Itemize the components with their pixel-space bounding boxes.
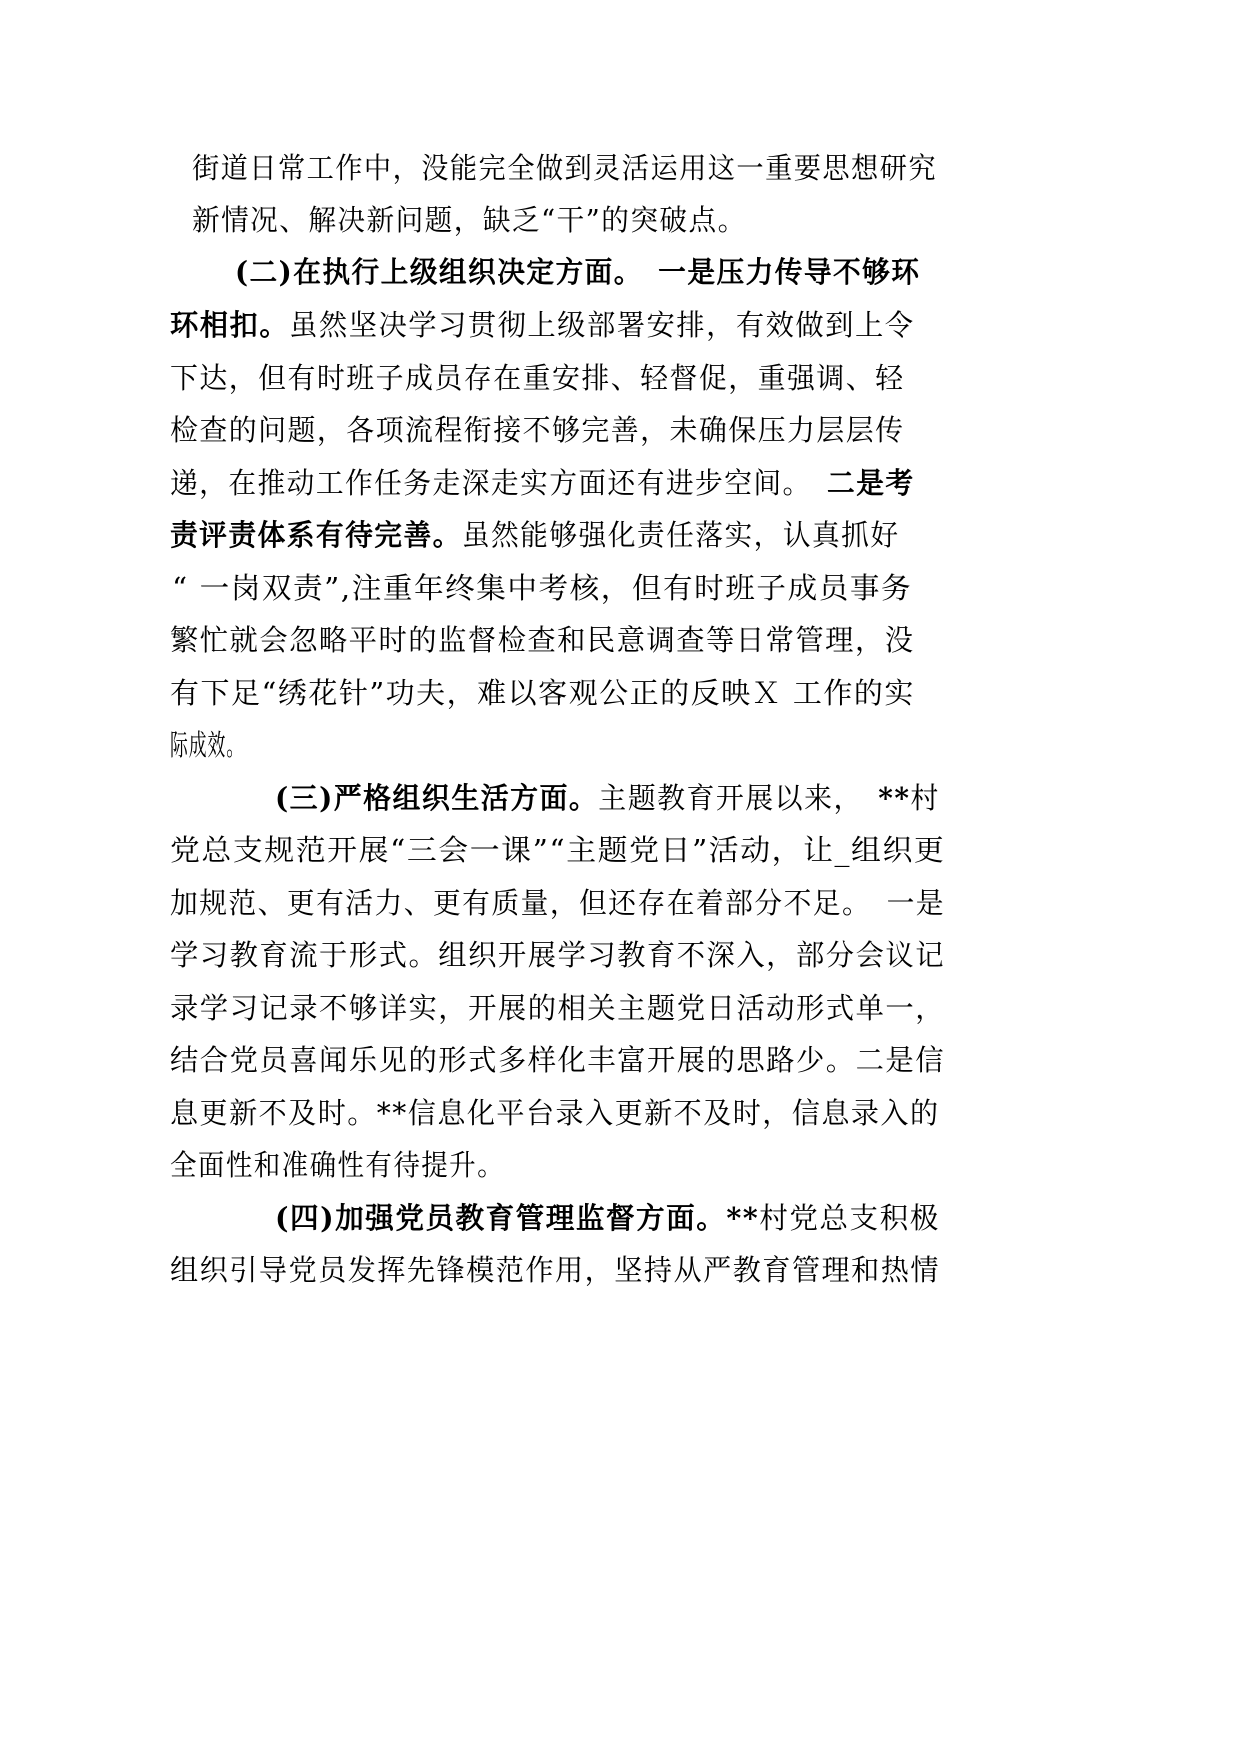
text-line: [275, 1198, 940, 1238]
text-run: 录学习记录不够详实，开展的相关主题党日活动形式单一，: [170, 991, 946, 1025]
text-line: [170, 883, 945, 923]
text-line: [235, 252, 920, 292]
text-run: 全面性和准确性有待提升。: [170, 1148, 506, 1182]
text-line: [170, 830, 945, 870]
text-line: [170, 463, 915, 503]
bold-text-run: **: [878, 781, 911, 815]
text-run: 新情况、解决新问题，缺乏“干”的突破点。: [192, 203, 747, 237]
text-line: [170, 620, 915, 660]
text-line: [170, 358, 905, 398]
text-line: [170, 1093, 940, 1133]
text-run: 繁忙就会忽略平时的监督检查和民意调查等日常管理，没: [170, 623, 915, 657]
text-run: 虽然能够强化责任落实，认真抓好: [461, 518, 900, 552]
bold-text-run: 二是考: [827, 466, 915, 500]
text-line: [170, 1250, 940, 1290]
text-run: 党总支规范开展“三会一课”“主题党日”活动，让_组织更: [170, 833, 946, 867]
text-run: 加规范、更有活力、更有质量，但还存在着部分不足。 一是: [170, 886, 946, 920]
text-line: [170, 305, 915, 345]
text-run: 有下足“绣花针”功夫，难以客观公正的反映Ｘ 工作的实: [170, 676, 915, 710]
text-line: [170, 1145, 505, 1185]
bold-text-run: 责评责体系有待完善。: [170, 518, 462, 552]
text-line: [192, 148, 937, 188]
text-run: 组织引导党员发挥先锋模范作用，坚持从严教育管理和热情: [170, 1253, 941, 1287]
bold-text-run: (四)加强党员教育管理监督方面。**: [275, 1201, 760, 1235]
text-line: [275, 778, 940, 818]
text-line: [170, 935, 945, 975]
text-run: 村: [910, 781, 940, 815]
text-run: “ 一岗双责”,注重年终集中考核，但有时班子成员事务: [172, 571, 913, 605]
text-run: 际成效。: [170, 728, 246, 762]
text-run: 主题教育开展以来，: [598, 781, 879, 815]
text-line: [170, 725, 245, 765]
text-line: [172, 568, 912, 608]
text-run: 虽然坚决学习贯彻上级部署安排，有效做到上令: [289, 308, 915, 342]
text-run: 递，在推动工作任务走深走实方面还有进步空间。: [170, 466, 828, 500]
text-line: [170, 988, 945, 1028]
bold-text-run: (二)在执行上级组织决定方面。 一是压力传导不够环: [235, 255, 921, 289]
text-line: [170, 515, 900, 555]
text-run: 下达，但有时班子成员存在重安排、轻督促，重强调、轻: [170, 361, 905, 395]
text-run: 学习教育流于形式。组织开展学习教育不深入，部分会议记: [170, 938, 946, 972]
text-run: 村党总支积极: [759, 1201, 940, 1235]
text-run: 街道日常工作中，没能完全做到灵活运用这一重要思想研究: [192, 151, 938, 185]
text-line: [170, 410, 905, 450]
text-line: [192, 200, 747, 240]
bold-text-run: 环相扣。: [170, 308, 290, 342]
text-run: 结合党员喜闻乐见的形式多样化丰富开展的思路少。二是信: [170, 1043, 946, 1077]
bold-text-run: (三)严格组织生活方面。: [275, 781, 599, 815]
text-line: [170, 1040, 945, 1080]
text-run: 检查的问题，各项流程衔接不够完善，未确保压力层层传: [170, 413, 905, 447]
text-run: 息更新不及时。**信息化平台录入更新不及时，信息录入的: [170, 1096, 940, 1130]
text-line: [170, 673, 915, 713]
